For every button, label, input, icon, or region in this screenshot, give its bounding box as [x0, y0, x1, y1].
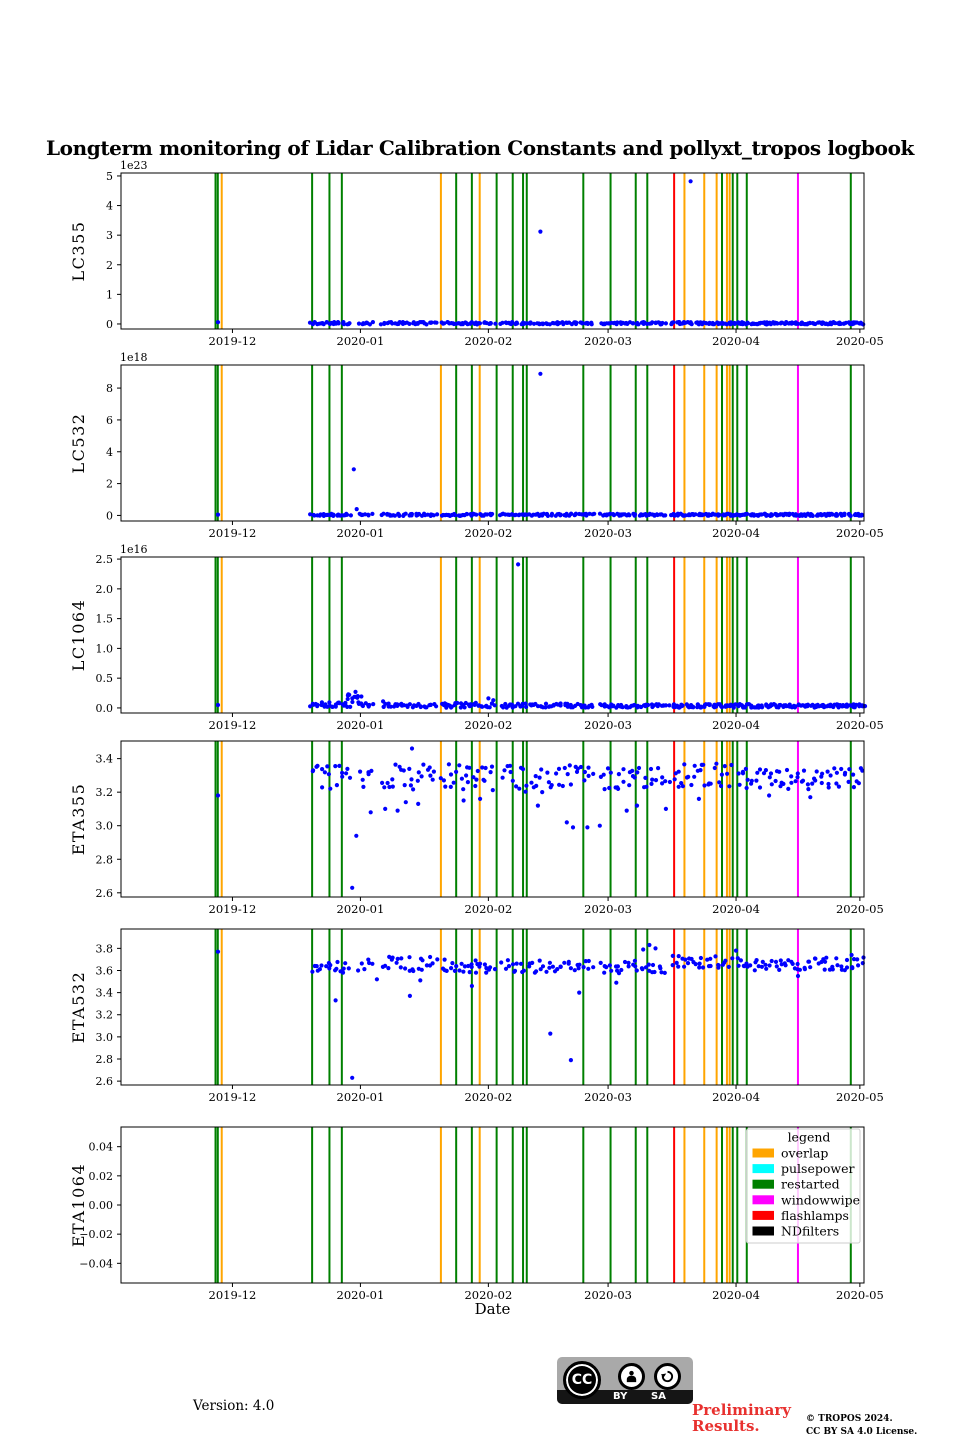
- copyright-text: [806, 1413, 917, 1439]
- x-tick-label: 2020-03: [584, 1090, 632, 1104]
- y-axis-label: LC532: [69, 412, 88, 474]
- x-tick-label: 2020-03: [584, 526, 632, 540]
- y-tick-label: 3.2: [95, 786, 113, 800]
- copyright-line2: CC BY SA 4.0 License.: [806, 1427, 918, 1438]
- x-tick-label: 2020-04: [712, 718, 760, 732]
- x-tick-label: 2020-05: [835, 334, 884, 348]
- cc-icon: CC: [563, 1361, 601, 1399]
- y-tick-label: 4: [106, 199, 113, 213]
- y-tick-label: 0: [106, 509, 113, 523]
- x-tick-label: 2020-04: [712, 334, 760, 348]
- y-tick-label: 3.6: [95, 964, 113, 978]
- preliminary-results-text: [692, 1403, 791, 1435]
- x-tick-label: 2019-12: [208, 526, 257, 540]
- x-tick-label: 2019-12: [208, 1090, 257, 1104]
- x-tick-label: 2020-01: [336, 902, 385, 916]
- share-alike-icon: [654, 1363, 681, 1390]
- y-tick-label: 0.5: [95, 672, 113, 686]
- preliminary-line2: Results.: [692, 1416, 760, 1435]
- y-tick-label: 0.0: [95, 701, 113, 715]
- legend-label-pulsepower: pulsepower: [781, 1161, 855, 1177]
- x-tick-label: 2019-12: [208, 334, 257, 348]
- axis-offset-label: 1e18: [120, 351, 148, 364]
- y-tick-label: 2.8: [95, 853, 113, 867]
- x-tick-label: 2020-04: [712, 526, 760, 540]
- y-tick-label: 2: [106, 477, 113, 491]
- legend-label-flashlamps: flashlamps: [781, 1207, 849, 1223]
- legend-swatch-restarted: [753, 1180, 775, 1189]
- x-tick-label: 2020-02: [464, 1090, 513, 1104]
- y-tick-label: −0.04: [79, 1257, 113, 1271]
- y-axis-label: LC1064: [69, 598, 88, 672]
- x-tick-label: 2020-05: [835, 718, 884, 732]
- y-tick-label: 1.0: [95, 642, 113, 656]
- subplot-eta355: [69, 741, 884, 916]
- x-tick-label: 2020-01: [336, 334, 385, 348]
- y-axis-label: ETA532: [69, 970, 88, 1044]
- y-tick-label: 3.0: [95, 1030, 113, 1044]
- cc-license-badge: [557, 1357, 693, 1404]
- legend-title: legend: [787, 1129, 831, 1145]
- x-tick-label: 2020-05: [835, 902, 884, 916]
- y-tick-label: 4: [106, 445, 113, 459]
- preliminary-line1: Preliminary: [692, 1401, 791, 1419]
- x-tick-label: 2020-02: [464, 334, 513, 348]
- x-tick-label: 2020-01: [336, 1288, 385, 1302]
- y-tick-label: 2.0: [95, 582, 113, 596]
- x-tick-label: 2020-02: [464, 718, 513, 732]
- x-tick-label: 2020-03: [584, 718, 632, 732]
- y-tick-label: 0.02: [88, 1169, 113, 1183]
- y-tick-label: 6: [106, 413, 113, 427]
- legend-label-NDfilters: NDfilters: [781, 1223, 840, 1239]
- x-tick-label: 2019-12: [208, 1288, 257, 1302]
- y-tick-label: 2.6: [95, 1075, 113, 1089]
- x-tick-label: 2020-04: [712, 1288, 760, 1302]
- y-axis-label: ETA1064: [69, 1162, 88, 1248]
- sa-label: SA: [651, 1391, 666, 1402]
- legend-label-overlap: overlap: [781, 1145, 829, 1161]
- x-tick-label: 2019-12: [208, 902, 257, 916]
- legend-label-windowwipe: windowwipe: [781, 1192, 861, 1208]
- y-tick-label: 3.4: [95, 752, 113, 766]
- y-axis-label: ETA355: [69, 782, 88, 856]
- x-tick-label: 2020-02: [464, 1288, 513, 1302]
- y-tick-label: 1: [106, 288, 113, 302]
- y-tick-label: 2: [106, 258, 113, 272]
- copyright-line1: © TROPOS 2024.: [806, 1414, 893, 1424]
- legend-swatch-NDfilters: [753, 1227, 775, 1236]
- y-tick-label: 0.04: [88, 1140, 113, 1154]
- legend-swatch-overlap: [753, 1149, 775, 1158]
- legend-label-restarted: restarted: [781, 1176, 840, 1192]
- y-tick-label: −0.02: [79, 1228, 113, 1242]
- subplot-lc532: [69, 351, 884, 540]
- y-tick-label: 0: [106, 317, 113, 331]
- y-tick-label: 2.8: [95, 1053, 113, 1066]
- x-tick-label: 2020-05: [835, 1288, 884, 1302]
- y-tick-label: 8: [106, 382, 113, 396]
- y-tick-label: 3.0: [95, 819, 113, 833]
- x-tick-label: 2020-04: [712, 1090, 760, 1104]
- version-text: Version: 4.0: [193, 1398, 275, 1414]
- x-tick-label: 2020-01: [336, 1090, 385, 1104]
- x-tick-label: 2020-03: [584, 334, 632, 348]
- legend-box: [747, 1129, 861, 1243]
- subplot-lc1064: [69, 543, 884, 732]
- y-tick-label: 5: [106, 169, 113, 183]
- subplot-lc355: [69, 159, 884, 348]
- legend-swatch-flashlamps: [753, 1211, 775, 1220]
- y-tick-label: 3.4: [95, 986, 113, 1000]
- x-tick-label: 2020-01: [336, 718, 385, 732]
- subplot-eta532: [69, 929, 884, 1104]
- axis-offset-label: 1e23: [120, 159, 148, 172]
- y-tick-label: 2.5: [95, 553, 113, 567]
- y-tick-label: 0.00: [88, 1199, 113, 1212]
- x-axis-title: Date: [474, 1300, 511, 1318]
- x-tick-label: 2020-02: [464, 526, 513, 540]
- x-tick-label: 2019-12: [208, 718, 257, 732]
- axis-offset-label: 1e16: [120, 543, 148, 556]
- legend-swatch-windowwipe: [753, 1195, 775, 1204]
- y-tick-label: 3.8: [95, 942, 113, 956]
- y-tick-label: 2.6: [95, 886, 113, 900]
- x-tick-label: 2020-05: [835, 1090, 884, 1104]
- y-tick-label: 3.2: [95, 1008, 113, 1022]
- x-tick-label: 2020-03: [584, 1288, 632, 1302]
- y-tick-label: 1.5: [95, 612, 113, 626]
- x-tick-label: 2020-02: [464, 902, 513, 916]
- y-axis-label: LC355: [69, 220, 88, 282]
- by-label: BY: [613, 1391, 628, 1402]
- x-tick-label: 2020-04: [712, 902, 760, 916]
- y-tick-label: 3: [106, 229, 113, 243]
- page-title: Longterm monitoring of Lidar Calibration Constants and pollyxt_tropos logbook: [46, 136, 914, 160]
- x-tick-label: 2020-03: [584, 902, 632, 916]
- legend-swatch-pulsepower: [753, 1164, 775, 1173]
- x-tick-label: 2020-05: [835, 526, 884, 540]
- person-icon: [618, 1363, 645, 1390]
- x-tick-label: 2020-01: [336, 526, 385, 540]
